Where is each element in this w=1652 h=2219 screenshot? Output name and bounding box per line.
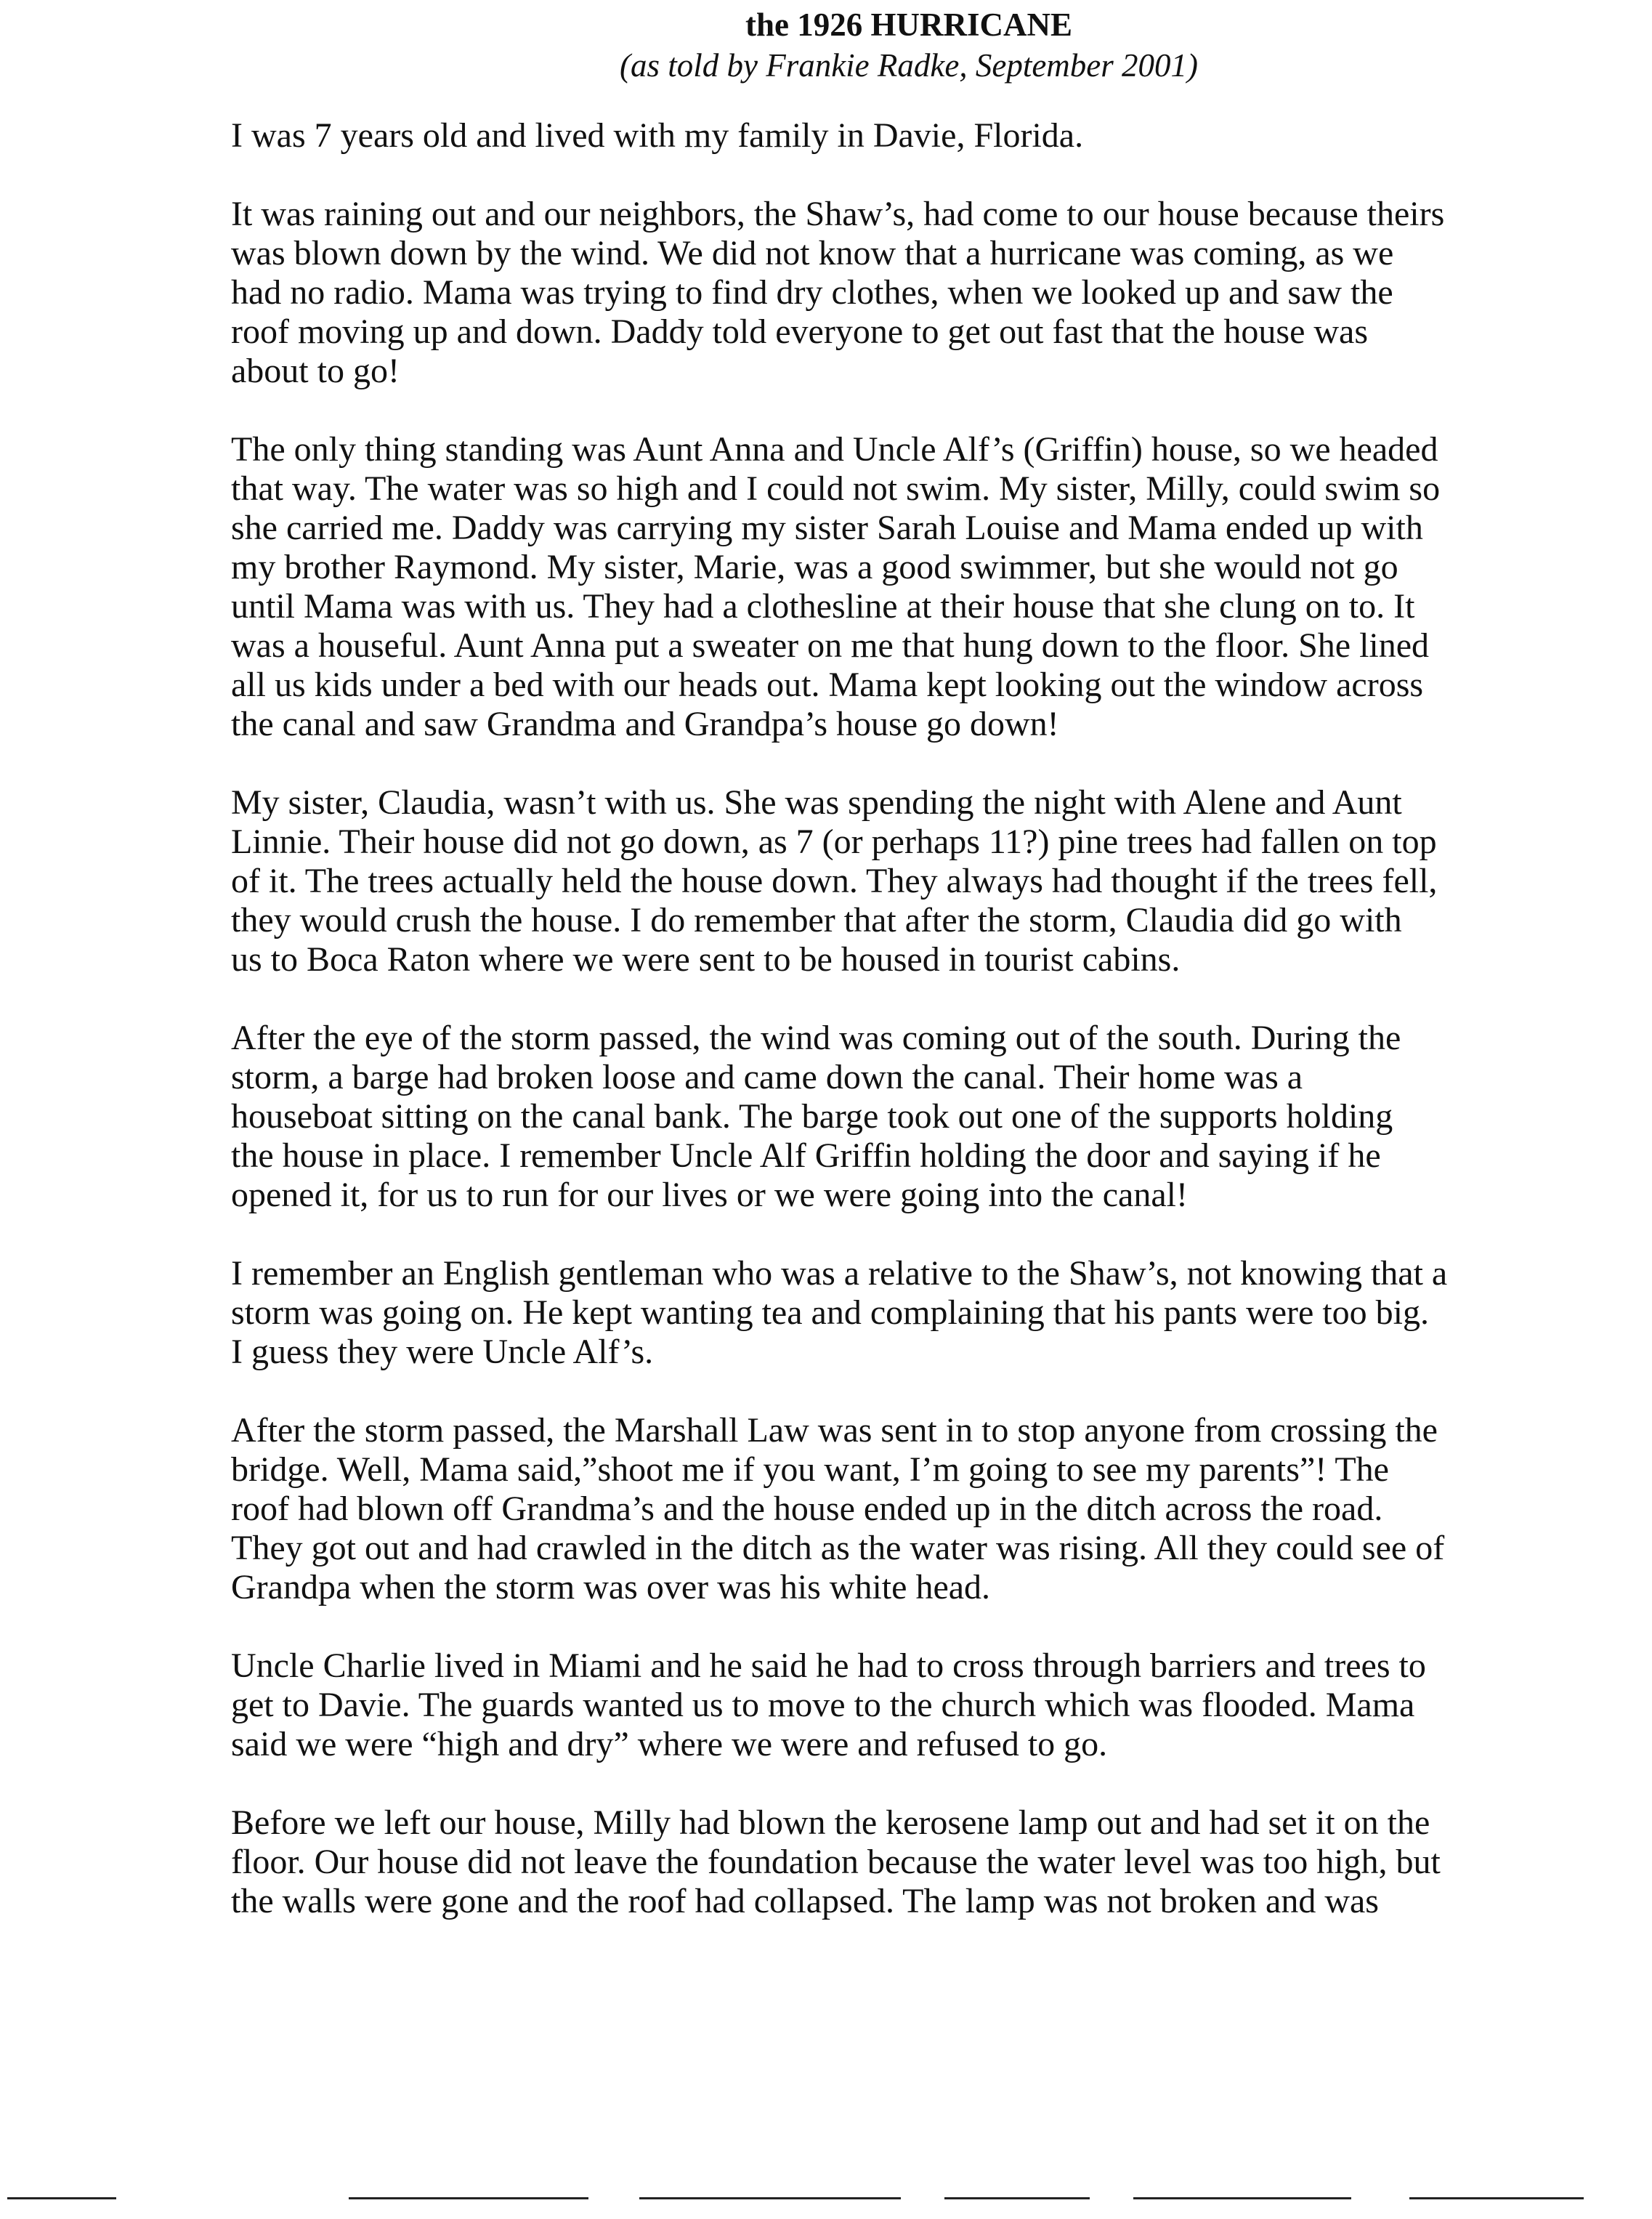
text-line: get to Davie. The guards wanted us to move to the church which was flooded. Mama [231, 1686, 1415, 1724]
text-line: My sister, Claudia, wasn’t with us. She was spending the night with Alene and Aunt [231, 783, 1402, 822]
text-line: I guess they were Uncle Alf’s. [231, 1333, 654, 1371]
paragraph [231, 1254, 1646, 1372]
text-line: Grandpa when the storm was over was his white head. [231, 1568, 991, 1606]
text-line: Before we left our house, Milly had blown the kerosene lamp out and had set it on the [231, 1803, 1430, 1842]
text-line: storm was going on. He kept wanting tea and complaining that his pants were too big. [231, 1293, 1430, 1332]
text-line: Uncle Charlie lived in Miami and he said he had to cross through barriers and trees to [231, 1646, 1426, 1685]
footer-rule [7, 2197, 116, 2199]
document-subtitle: (as told by Frankie Radke, September 2001) [619, 47, 1199, 84]
paragraph [231, 430, 1646, 744]
text-line: that way. The water was so high and I could not swim. My sister, Milly, could swim so [231, 469, 1441, 508]
paragraph [231, 116, 1646, 155]
paragraph [231, 1646, 1646, 1764]
text-line: us to Boca Raton where we were sent to be housed in tourist cabins. [231, 940, 1181, 979]
text-line: After the storm passed, the Marshall Law was sent in to stop anyone from crossing the [231, 1411, 1438, 1450]
footer-rule [944, 2197, 1090, 2199]
text-line: I remember an English gentleman who was a relative to the Shaw’s, not knowing that a [231, 1254, 1448, 1293]
text-line: roof moving up and down. Daddy told everyone to get out fast that the house was [231, 312, 1369, 351]
text-line: my brother Raymond. My sister, Marie, was a good swimmer, but she would not go [231, 548, 1398, 586]
text-line: houseboat sitting on the canal bank. The barge took out one of the supports holding [231, 1097, 1393, 1136]
text-line: They got out and had crawled in the ditch as the water was rising. All they could see of [231, 1529, 1445, 1567]
footer-rule [1133, 2197, 1351, 2199]
paragraph [231, 1019, 1646, 1215]
paragraph [231, 1411, 1646, 1607]
text-line: roof had blown off Grandma’s and the house ended up in the ditch across the road. [231, 1490, 1383, 1528]
text-line: about to go! [231, 352, 400, 390]
text-line: It was raining out and our neighbors, the Shaw’s, had come to our house because theirs [231, 195, 1445, 233]
text-line: Linnie. Their house did not go down, as 7 (or perhaps 11?) pine trees had fallen on top [231, 822, 1437, 861]
text-line: said we were “high and dry” where we were and refused to go. [231, 1725, 1108, 1763]
text-line: of it. The trees actually held the house down. They always had thought if the trees fell, [231, 862, 1438, 900]
text-line: the house in place. I remember Uncle Alf Griffin holding the door and saying if he [231, 1136, 1381, 1175]
text-line: I was 7 years old and lived with my family in Davie, Florida. [231, 116, 1084, 155]
paragraph [231, 195, 1646, 391]
text-line: all us kids under a bed with our heads out. Mama kept looking out the window across [231, 666, 1424, 704]
paragraph [231, 783, 1646, 979]
text-line: After the eye of the storm passed, the wind was coming out of the south. During the [231, 1019, 1401, 1057]
text-line: she carried me. Daddy was carrying my sister Sarah Louise and Mama ended up with [231, 509, 1423, 547]
document-body [231, 116, 1646, 1960]
text-line: storm, a barge had broken loose and came down the canal. Their home was a [231, 1058, 1303, 1096]
text-line: they would crush the house. I do remember that after the storm, Claudia did go with [231, 901, 1402, 939]
footer-rule [1409, 2197, 1584, 2199]
text-line: bridge. Well, Mama said,”shoot me if you want, I’m going to see my parents”! The [231, 1450, 1389, 1489]
text-line: was blown down by the wind. We did not know that a hurricane was coming, as we [231, 234, 1394, 272]
text-line: the canal and saw Grandma and Grandpa’s house go down! [231, 705, 1059, 743]
text-line: floor. Our house did not leave the foundation because the water level was too high, but [231, 1843, 1441, 1881]
text-line: The only thing standing was Aunt Anna and Uncle Alf’s (Griffin) house, so we headed [231, 430, 1438, 469]
text-line: had no radio. Mama was trying to find dry clothes, when we looked up and saw the [231, 273, 1393, 312]
footer-rule [349, 2197, 588, 2199]
footer-rule [639, 2197, 901, 2199]
text-line: opened it, for us to run for our lives or we were going into the canal! [231, 1176, 1188, 1214]
paragraph [231, 1803, 1646, 1921]
text-line: until Mama was with us. They had a clothesline at their house that she clung on to. It [231, 587, 1415, 626]
text-line: the walls were gone and the roof had collapsed. The lamp was not broken and was [231, 1882, 1379, 1920]
document-title: the 1926 HURRICANE [745, 7, 1072, 43]
text-line: was a houseful. Aunt Anna put a sweater on me that hung down to the floor. She lined [231, 626, 1430, 665]
